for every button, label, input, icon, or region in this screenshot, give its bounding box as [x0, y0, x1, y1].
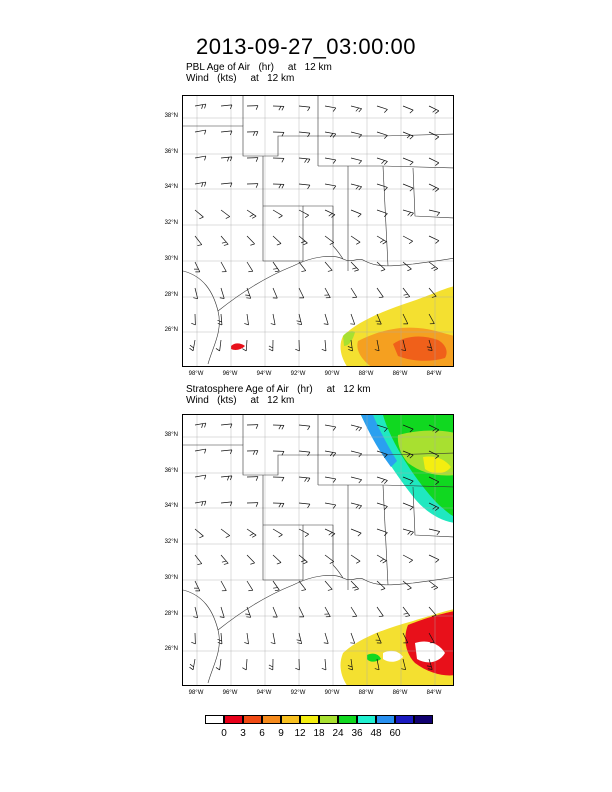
- colorbar-label: 60: [389, 728, 401, 739]
- wind-barb: [403, 581, 411, 590]
- wind-barb: [403, 106, 413, 113]
- wind-barb: [247, 106, 258, 110]
- wind-barb: [247, 132, 258, 136]
- wind-barb: [299, 477, 310, 482]
- colorbar-swatch: [300, 715, 319, 724]
- colorbar-label: 18: [313, 728, 325, 739]
- wind-barb: [299, 210, 309, 218]
- wind-barb: [295, 659, 299, 670]
- wind-barb: [195, 104, 206, 109]
- lat-tick-label: 32°N: [164, 539, 178, 545]
- lon-tick-label: 86°W: [392, 690, 408, 696]
- wind-barb: [221, 555, 228, 564]
- wind-barb: [273, 262, 279, 272]
- panel2-field-label: Stratosphere Age of Air (hr) at 12 km: [186, 384, 371, 395]
- wind-barb: [325, 451, 336, 457]
- wind-barb: [377, 529, 387, 536]
- wind-barb: [324, 607, 330, 617]
- wind-barb: [351, 581, 359, 590]
- wind-barb: [429, 158, 439, 166]
- wind-barb: [221, 424, 232, 428]
- wind-barb: [247, 184, 258, 188]
- wind-barb: [247, 425, 258, 429]
- wind-barb: [351, 477, 362, 483]
- colorbar-label: 12: [294, 728, 306, 739]
- wind-barb: [324, 633, 328, 644]
- wind-barb: [325, 106, 336, 112]
- lat-tick-label: 26°N: [164, 646, 178, 652]
- boundary-line: [183, 590, 219, 683]
- wind-barb: [299, 607, 304, 617]
- lon-tick-label: 86°W: [392, 371, 408, 377]
- stratosphere-age-of-air-map: [182, 414, 454, 686]
- wind-barb: [273, 184, 284, 188]
- wind-barb: [195, 210, 203, 219]
- plot-title: 2013-09-27_03:00:00: [196, 34, 416, 59]
- lon-tick-label: 94°W: [256, 690, 272, 696]
- wind-barb: [273, 158, 284, 162]
- wind-barb: [299, 581, 306, 591]
- boundary-line: [383, 166, 388, 266]
- lat-tick-label: 28°N: [164, 292, 178, 298]
- wind-barb: [429, 236, 439, 243]
- lon-tick-label: 88°W: [358, 690, 374, 696]
- wind-barb: [242, 659, 247, 670]
- wind-barb: [377, 503, 387, 510]
- wind-barb: [325, 262, 332, 271]
- wind-barb: [351, 158, 362, 164]
- wind-barb: [351, 288, 357, 298]
- wind-barb: [218, 633, 222, 644]
- boundary-line: [183, 271, 219, 364]
- wind-barb: [221, 210, 230, 219]
- wind-barb: [269, 659, 273, 670]
- wind-barb: [351, 210, 361, 217]
- panel2-wind-label: Wind (kts) at 12 km: [186, 395, 295, 406]
- wind-barb: [269, 340, 273, 351]
- wind-barb: [325, 158, 336, 164]
- wind-barb: [403, 503, 413, 510]
- wind-barb: [351, 529, 361, 536]
- wind-barb: [191, 314, 195, 325]
- wind-barb: [377, 581, 385, 590]
- wind-barb: [195, 449, 206, 453]
- wind-barb: [221, 502, 232, 506]
- lat-tick-label: 34°N: [164, 184, 178, 190]
- wind-barb: [221, 450, 232, 454]
- colorbar-label: 3: [240, 728, 246, 739]
- boundary-line: [318, 96, 454, 136]
- pbl-age-of-air-map: [182, 95, 454, 367]
- wind-barb: [322, 340, 326, 351]
- wind-barb: [429, 210, 440, 216]
- lat-tick-label: 32°N: [164, 220, 178, 226]
- wind-barb: [195, 423, 206, 428]
- wind-barb: [216, 659, 221, 670]
- wind-barb: [273, 581, 279, 591]
- wind-barb: [324, 314, 328, 325]
- lon-tick-label: 92°W: [290, 371, 306, 377]
- wind-barb: [429, 132, 439, 140]
- boundary-line: [263, 206, 303, 261]
- lon-tick-label: 94°W: [256, 371, 272, 377]
- wind-barb: [195, 529, 203, 538]
- wind-barb: [325, 236, 334, 245]
- wind-barb: [351, 607, 357, 617]
- wind-barb: [273, 210, 282, 218]
- lat-tick-label: 36°N: [164, 468, 178, 474]
- wind-barb: [351, 132, 362, 138]
- wind-barb: [325, 581, 332, 590]
- wind-barb: [273, 236, 281, 245]
- wind-barb: [429, 262, 438, 271]
- wind-barb: [377, 184, 387, 191]
- wind-barb: [273, 503, 284, 507]
- lat-tick-label: 38°N: [164, 113, 178, 119]
- wind-barb: [299, 503, 310, 508]
- wind-barb: [325, 503, 336, 509]
- wind-barb: [244, 633, 248, 644]
- wind-barb: [195, 182, 206, 187]
- wind-barb: [403, 210, 414, 216]
- wind-barb: [403, 184, 413, 191]
- wind-barb: [403, 262, 411, 271]
- lon-tick-label: 90°W: [324, 690, 340, 696]
- lat-tick-label: 26°N: [164, 327, 178, 333]
- wind-barb: [247, 529, 256, 537]
- colorbar-swatch: [319, 715, 338, 724]
- wind-barb: [216, 340, 221, 351]
- lat-tick-label: 28°N: [164, 611, 178, 617]
- wind-barb: [325, 529, 335, 536]
- wind-barb: [221, 262, 226, 272]
- colorbar-swatch: [376, 715, 395, 724]
- wind-barb: [403, 607, 410, 617]
- lon-tick-label: 96°W: [222, 371, 238, 377]
- pbl-map-svg: [183, 96, 454, 367]
- colorbar-swatch: [205, 715, 224, 724]
- wind-barb: [377, 158, 387, 165]
- lat-tick-label: 36°N: [164, 149, 178, 155]
- wind-barb: [325, 132, 336, 138]
- wind-barb: [299, 106, 310, 111]
- wind-barb: [247, 451, 258, 455]
- wind-barb: [377, 106, 387, 113]
- lon-tick-label: 98°W: [188, 371, 204, 377]
- wind-barb: [429, 581, 438, 590]
- wind-barb: [299, 184, 310, 189]
- wind-barb: [247, 262, 253, 272]
- wind-barb: [325, 184, 336, 190]
- wind-barb: [377, 288, 383, 298]
- colorbar-swatch: [243, 715, 262, 724]
- colorbar-label: 24: [332, 728, 344, 739]
- boundary-line: [263, 475, 303, 580]
- colorbar-label: 9: [278, 728, 284, 739]
- wind-barb: [377, 262, 385, 271]
- wind-barb: [189, 340, 195, 351]
- wind-barb: [299, 529, 309, 537]
- wind-barb: [322, 659, 326, 670]
- wind-barb: [350, 314, 354, 324]
- wind-barb: [403, 555, 413, 563]
- wind-barb: [247, 581, 253, 591]
- wind-barb: [351, 106, 362, 112]
- wind-barb: [429, 529, 440, 535]
- lat-tick-label: 30°N: [164, 575, 178, 581]
- wind-barb: [273, 555, 281, 564]
- wind-barb: [351, 555, 360, 563]
- wind-barb: [325, 210, 335, 217]
- colorbar-swatch: [338, 715, 357, 724]
- wind-barb: [377, 132, 387, 139]
- lon-tick-label: 92°W: [290, 690, 306, 696]
- wind-barb: [295, 340, 299, 351]
- wind-barb: [244, 314, 248, 325]
- strat-map-svg: [183, 415, 454, 686]
- wind-barb: [350, 633, 354, 643]
- wind-barb: [221, 131, 232, 135]
- wind-barb: [299, 425, 310, 430]
- wind-barb: [351, 425, 362, 431]
- wind-barb: [403, 236, 413, 244]
- wind-barb: [189, 659, 195, 670]
- wind-barb: [429, 106, 439, 114]
- lon-tick-label: 84°W: [426, 371, 442, 377]
- wind-barb: [429, 184, 439, 192]
- wind-barb: [195, 475, 206, 479]
- wind-barb: [351, 236, 360, 244]
- colorbar-swatch: [281, 715, 300, 724]
- wind-barb: [351, 262, 359, 271]
- wind-barb: [247, 555, 255, 564]
- wind-barb: [273, 451, 284, 455]
- wind-barb: [221, 157, 232, 162]
- wind-barb: [299, 158, 310, 163]
- wind-barb: [273, 132, 284, 136]
- panel1-wind-label: Wind (kts) at 12 km: [186, 73, 295, 84]
- lon-tick-label: 84°W: [426, 690, 442, 696]
- wind-barb: [247, 503, 258, 507]
- lon-tick-label: 90°W: [324, 371, 340, 377]
- wind-barb: [403, 529, 414, 535]
- boundary-line: [383, 485, 388, 585]
- wind-barb: [218, 314, 222, 325]
- wind-barb: [324, 288, 330, 298]
- lon-tick-label: 96°W: [222, 690, 238, 696]
- wind-barb: [247, 477, 258, 481]
- wind-barb: [195, 555, 202, 565]
- colorbar-label: 0: [221, 728, 227, 739]
- wind-barb: [195, 156, 206, 160]
- wind-barb: [429, 555, 439, 562]
- wind-barb: [299, 288, 304, 298]
- wind-barb: [247, 158, 258, 162]
- lon-tick-label: 98°W: [188, 690, 204, 696]
- colorbar-label: 6: [259, 728, 265, 739]
- wind-barb: [221, 529, 230, 538]
- wind-barb: [221, 105, 232, 109]
- wind-barb: [221, 476, 232, 481]
- wind-barb: [195, 130, 206, 134]
- boundary-line: [413, 168, 454, 218]
- wind-barb: [377, 555, 386, 563]
- wind-barb: [221, 183, 232, 187]
- wind-barb: [221, 581, 226, 591]
- wind-barb: [273, 288, 277, 298]
- lat-tick-label: 30°N: [164, 256, 178, 262]
- wind-barb: [221, 236, 228, 245]
- wind-barb: [377, 210, 387, 217]
- wind-barb: [325, 555, 334, 564]
- wind-barb: [325, 477, 336, 483]
- wind-barb: [403, 158, 413, 165]
- wind-barb: [377, 236, 386, 244]
- colorbar-swatch: [395, 715, 414, 724]
- wind-barb: [403, 288, 410, 298]
- wind-barb: [271, 633, 275, 644]
- boundary-line: [318, 166, 454, 168]
- wind-barb: [191, 633, 195, 644]
- wind-barb: [195, 236, 202, 246]
- wind-barb: [273, 477, 284, 481]
- wind-barb: [247, 236, 255, 245]
- wind-barb: [273, 607, 277, 617]
- lat-tick-label: 34°N: [164, 503, 178, 509]
- wind-barb: [271, 314, 275, 325]
- lat-tick-label: 38°N: [164, 432, 178, 438]
- wind-barb: [377, 477, 387, 484]
- wind-barb: [195, 501, 206, 506]
- wind-barb: [247, 210, 256, 218]
- colorbar-swatch: [224, 715, 243, 724]
- wind-barb: [273, 425, 284, 429]
- colorbar-swatch: [357, 715, 376, 724]
- panel1-field-label: PBL Age of Air (hr) at 12 km: [186, 62, 332, 73]
- wind-barb: [351, 451, 362, 457]
- boundary-line: [263, 525, 303, 580]
- colorbar-label: 48: [370, 728, 382, 739]
- wind-barb: [325, 425, 336, 431]
- lon-tick-label: 88°W: [358, 371, 374, 377]
- wind-barb: [299, 262, 306, 272]
- boundary-line: [263, 156, 303, 261]
- colorbar-label: 36: [351, 728, 363, 739]
- colorbar-swatch: [262, 715, 281, 724]
- wind-barb: [377, 607, 383, 617]
- colorbar-swatch: [414, 715, 433, 724]
- wind-barb: [273, 106, 284, 110]
- wind-barb: [273, 529, 282, 537]
